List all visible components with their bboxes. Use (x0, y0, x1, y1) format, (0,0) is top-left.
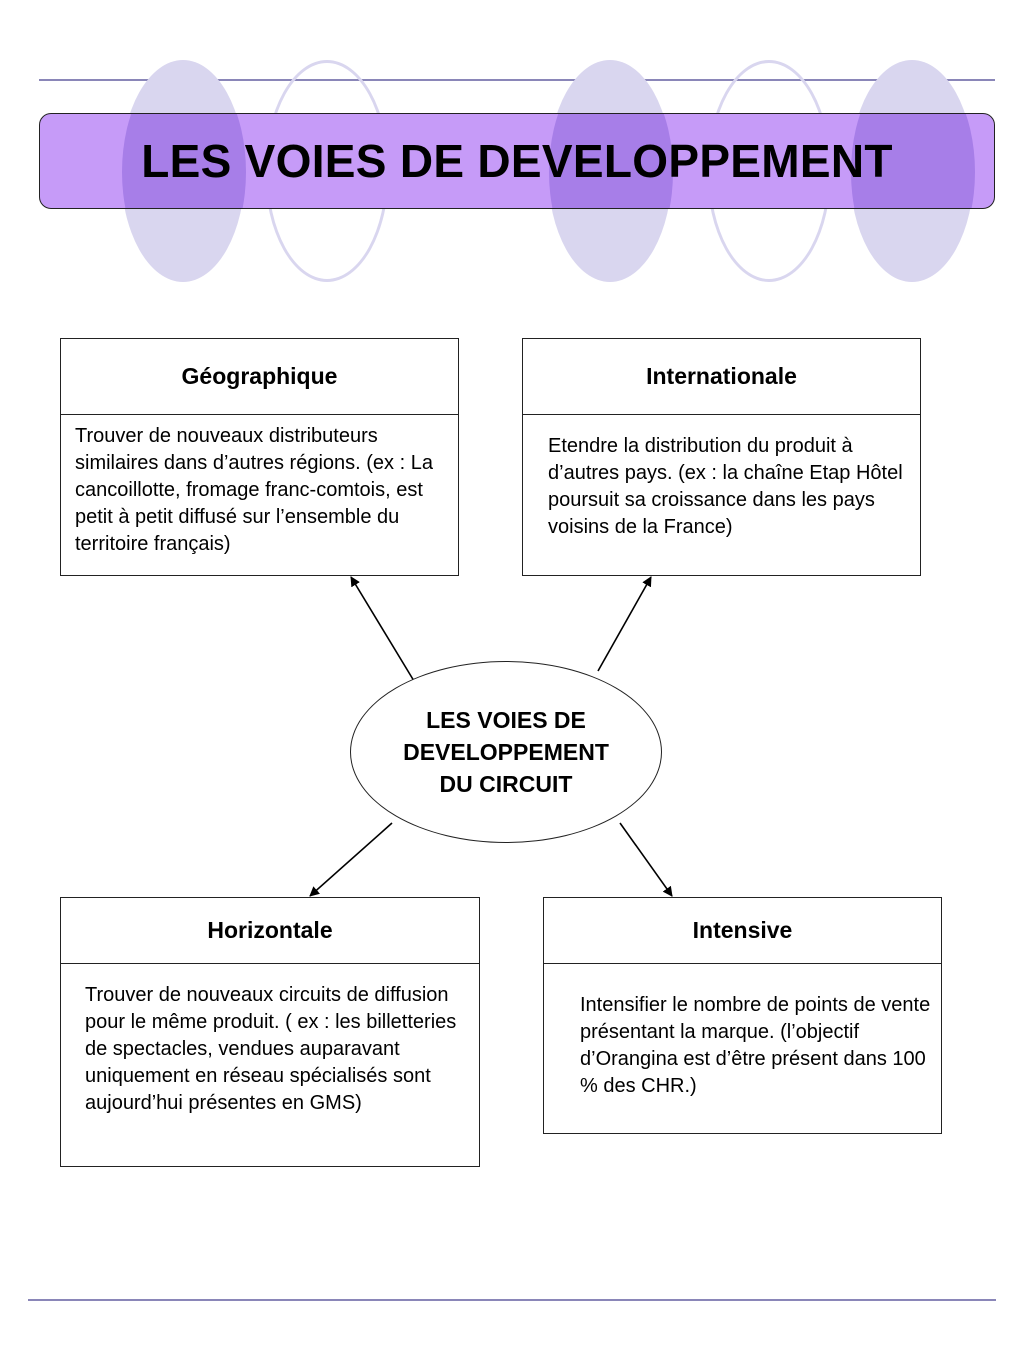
page-title: LES VOIES DE DEVELOPPEMENT (141, 135, 893, 187)
arrow-to-intensive (620, 823, 672, 896)
box-horizontale-text: Trouver de nouveaux circuits de diffusion pour le même produit. ( ex : les billetteries de spectacles, vendues auparavant uniquement en réseau spécialisés sont aujourd’hui présentes en GMS) (85, 984, 457, 1114)
box-intensive (543, 897, 942, 1134)
title-banner (39, 113, 995, 209)
arrow-to-geographique (351, 577, 414, 681)
box-internationale-title: Internationale (523, 339, 920, 415)
box-intensive-text: Intensifier le nombre de points de vente présentant la marque. (l’objectif d’Orangina est d’être présent dans 100 % des CHR.) (580, 994, 931, 1097)
arrow-to-internationale (598, 577, 651, 671)
box-geographique (60, 338, 459, 576)
center-node-label: LES VOIES DE DEVELOPPEMENT DU CIRCUIT (403, 707, 609, 797)
box-geographique-text: Trouver de nouveaux distributeurs similaires dans d’autres régions. (ex : La cancoillotte, fromage franc-comtois, est petit à petit diffusé sur l’ensemble du territoire français) (75, 425, 433, 555)
box-internationale (522, 338, 921, 576)
box-horizontale-title: Horizontale (61, 898, 479, 964)
center-node (350, 661, 662, 843)
box-internationale-text: Etendre la distribution du produit à d’autres pays. (ex : la chaîne Etap Hôtel poursuit sa croissance dans les pays voisins de la France) (548, 435, 903, 538)
arrow-to-horizontale (310, 823, 392, 896)
box-horizontale (60, 897, 480, 1167)
box-geographique-title: Géographique (61, 339, 458, 415)
box-intensive-title: Intensive (544, 898, 941, 964)
